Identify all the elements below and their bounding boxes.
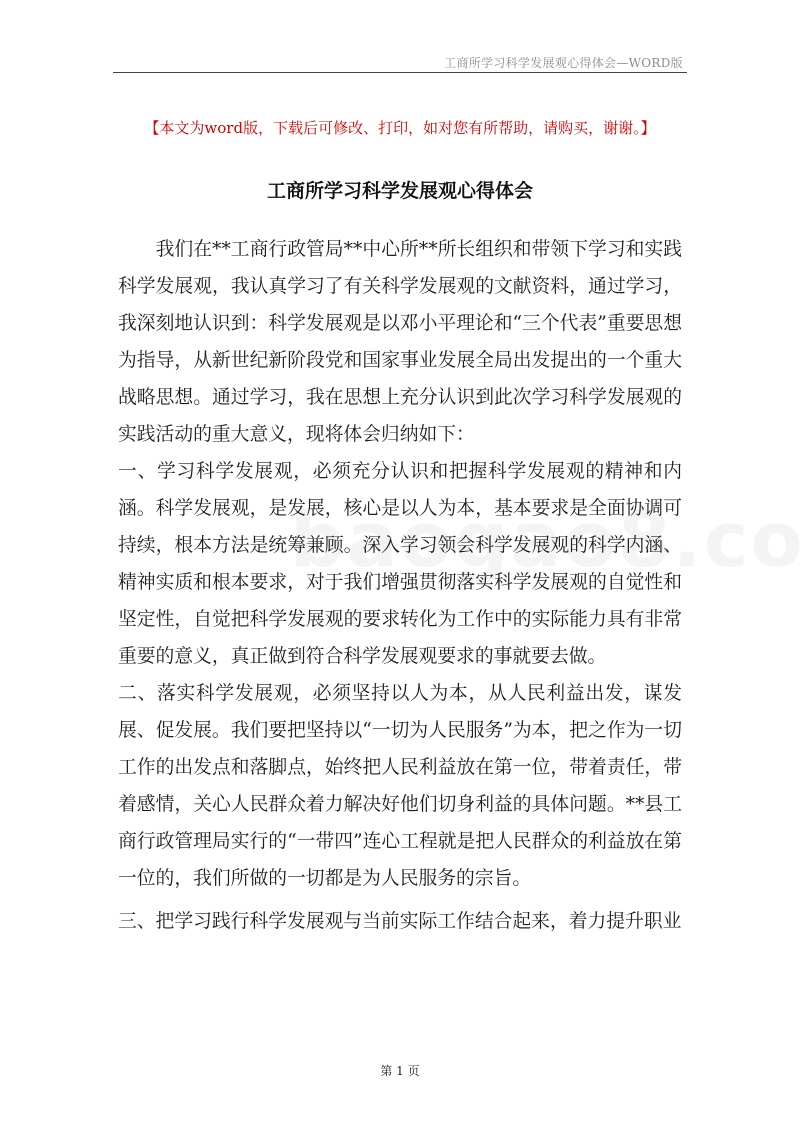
page-number: 第 1 页 bbox=[380, 1064, 420, 1078]
intro-paragraph: 我们在**工商行政管局**中心所**所长组织和带领下学习和实践科学发展观，我认真学习了有关科学发展观的文献资料，通过学习，我深刻地认识到：科学发展观是以邓小平理论和“三个代表”重要思想为指导，从新世纪新阶段党和国家事业发展全局出发提出的一个重大战略思想。通过学习，我在思想上充分认识到此次学习科学发展观的实践活动的重大意义，现将体会归纳如下： bbox=[118, 239, 682, 445]
section-one-paragraph: 一、学习科学发展观，必须充分认识和把握科学发展观的精神和内涵。科学发展观，是发展，核心是以人为本，基本要求是全面协调可持续，根本方法是统筹兼顾。深入学习领会科学发展观的科学内涵、精神实质和根本要求，对于我们增强贯彻落实科学发展观的自觉性和坚定性，自觉把科学发展观的要求转化为工作中的实际能力具有非常重要的意义，真正做到符合科学发展观要求的事就要去做。 bbox=[118, 461, 682, 667]
document-title: 工商所学习科学发展观心得体会 bbox=[266, 180, 533, 202]
running-header: 工商所学习科学发展观心得体会—WORD版 bbox=[444, 56, 683, 70]
download-notice: 【本文为word版，下载后可修改、打印，如对您有所帮助，请购买，谢谢。】 bbox=[144, 119, 656, 137]
document-body bbox=[118, 231, 682, 940]
header-divider bbox=[113, 72, 687, 73]
section-two-paragraph: 二、落实科学发展观，必须坚持以人为本，从人民利益出发，谋发展、促发展。我们要把坚持以“一切为人民服务”为本，把之作为一切工作的出发点和落脚点，始终把人民利益放在第一位，带着责任，带着感情，关心人民群众着力解决好他们切身利益的具体问题。**县工商行政管理局实行的“一带四”连心工程就是把人民群众的利益放在第一位的，我们所做的一切都是为人民服务的宗旨。 bbox=[118, 683, 682, 889]
section-three-paragraph: 三、把学习践行科学发展观与当前实际工作结合起来，着力提升职业 bbox=[118, 911, 682, 932]
